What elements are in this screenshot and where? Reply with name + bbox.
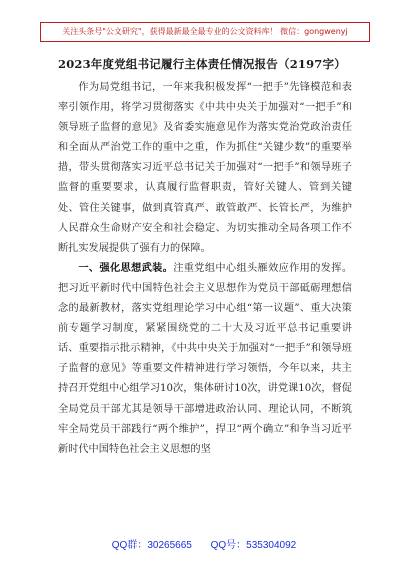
section-1-heading: 一、强化思想武装。 (78, 262, 174, 274)
contact-footer (0, 536, 408, 551)
banner-text: 关注头条号"公文研究"，获得最新最全最专业的公文资料库！ 微信：gongwenyj (62, 27, 348, 36)
paragraph-intro: 作为局党组书记，一年来我积极发挥“一把手”先锋模范和表率引领作用，将学习贯彻落实《中共中央关于加强对“一把手”和领导班子监督的意见》及省委实施意见作为落实党治党政治责任和全面从严治党工作的重中之重，作为抓住“关键少数”的重要举措，带头贯彻落实习近平总书记关于加强对“一把手”和领导班子监督的重要要求，认真履行监督职责，管好关键人、管到关键处、管住关键事，做到真管真严、敢管敢严、长管长严，为维护人民群众生命财产安全和社会稳定、为切实推动全局各项工作不断扎实发展提供了强有力的保障。 (58, 82, 352, 254)
header-banner (40, 22, 370, 42)
paragraph-section-1 (58, 259, 352, 460)
qq-number: QQ号：535304092 (210, 540, 297, 551)
document-title: 2023年度党组书记履行主体责任情况报告（2197字） (58, 57, 346, 71)
document-body (58, 78, 352, 460)
qq-group: QQ群：30265665 (111, 540, 192, 551)
section-1-text: 注重党组中心组头雁效应作用的发挥。把习近平新时代中国特色社会主义思想作为党员干部砥砺理想信念的最新教材，落实党组理论学习中心组“第一议题”、重大决策前专题学习制度，紧紧围绕党的二十大及习近平总书记重要讲话、重要指示批示精神，《中共中央关于加强对“一把手”和领导班子监督的意见》等重要文件精神进行学习领悟，今年以来，共主持召开党组中心组学习10次，集体研讨10次，讲党课10次，督促全局党员干部尤其是领导干部增进政治认同、理论认同，不断筑牢全局党员干部践行“两个维护”，捍卫“两个确立”和争当习近平新时代中国特色社会主义思想的坚 (58, 262, 353, 455)
